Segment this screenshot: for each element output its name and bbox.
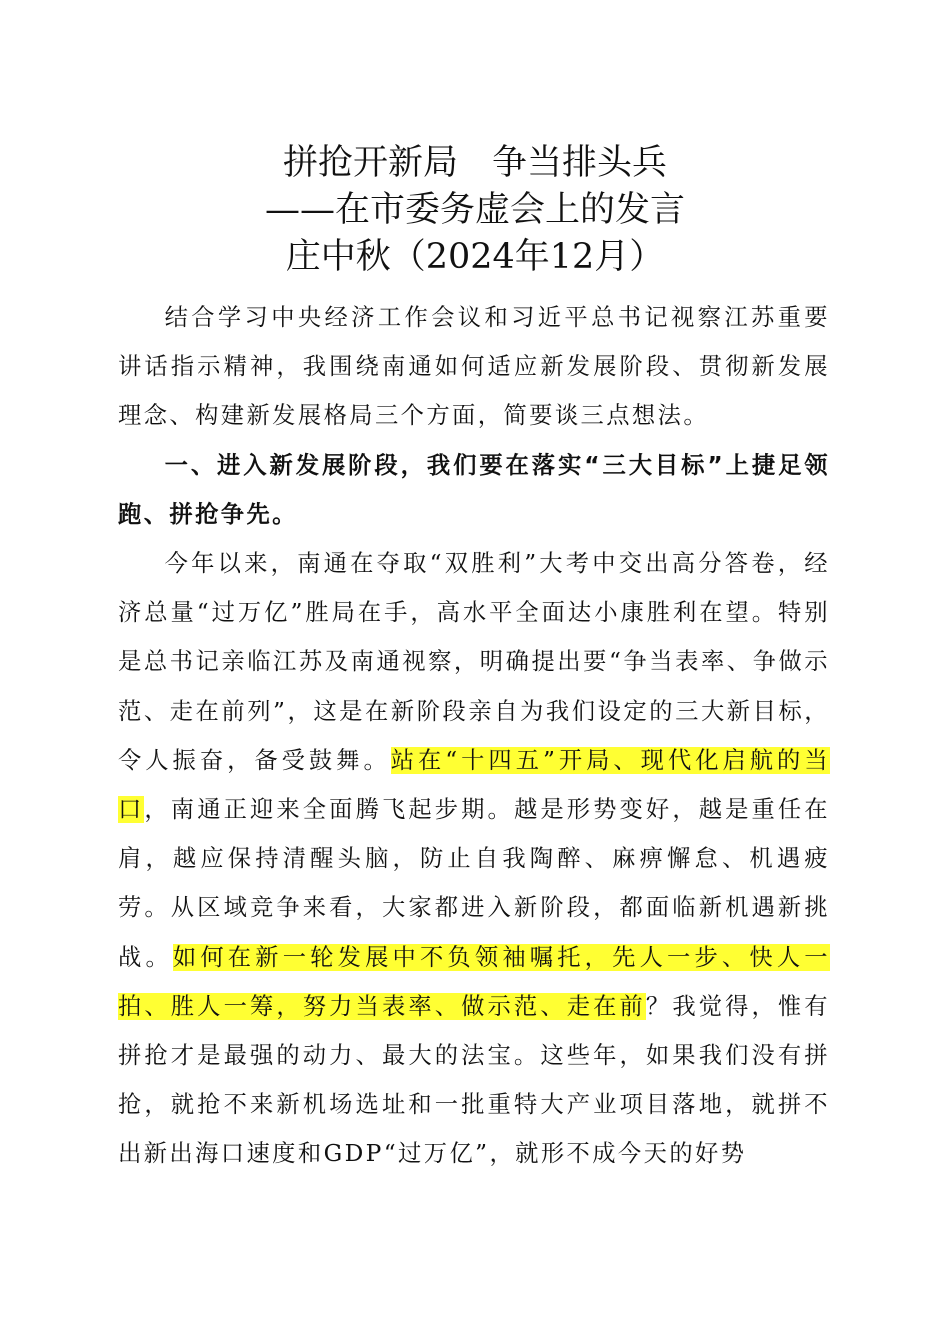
title-block xyxy=(0,140,950,281)
paragraph-2-text-3: ？我觉得，惟有拼抢才是最强的动力、最大的法宝。这些年，如果我们没有拼抢，就抢不来新机场选址和一批重特大产业项目落地，就拼不出新出海口速度和GDP“过万亿”，就形不成今天的好势 xyxy=(118,992,830,1168)
highlighted-text-2: 如何在新一轮发展中不负领袖嘱托，先人一步、快人一拍、胜人一筹，努力当表率、做示范、走在前 xyxy=(118,943,830,1020)
paragraph-2-text-1: 今年以来，南通在夺取“双胜利”大考中交出高分答卷，经济总量“过万亿”胜局在手，高水平全面达小康胜利在望。特别是总书记亲临江苏及南通视察，明确提出要“争当表率、争做示范、走在前列”，这是在新阶段亲自为我们设定的三大新目标，令人振奋，备受鼓舞。 xyxy=(118,550,830,774)
intro-paragraph: 结合学习中央经济工作会议和习近平总书记视察江苏重要讲话指示精神，我围绕南通如何适应新发展阶段、贯彻新发展理念、构建新发展格局三个方面，简要谈三点想法。 xyxy=(118,304,830,430)
subtitle: ——在市委务虚会上的发言 xyxy=(264,190,685,230)
title-part-2: 争当排头兵 xyxy=(492,143,668,183)
document-body xyxy=(118,293,830,1179)
title-part-1: 拼抢开新局 xyxy=(282,143,458,183)
section-1-heading: 一、进入新发展阶段，我们要在落实“三大目标”上捷足领跑、拼抢争先。 xyxy=(118,451,830,528)
main-title xyxy=(0,140,950,187)
author-line: 庄中秋（2024年12月） xyxy=(285,237,665,277)
highlighted-text-1: 站在“十四五”开局、现代化启航的当口 xyxy=(118,746,831,824)
paragraph-2 xyxy=(118,539,830,1179)
paragraph-2-text-2: ，南通正迎来全面腾飞起步期。越是形势变好，越是重任在肩，越应保持清醒头脑，防止自我陶醉、麻痹懈怠、机遇疲劳。从区域竞争来看，大家都进入新阶段，都面临新机遇新挑战。 xyxy=(118,796,830,971)
